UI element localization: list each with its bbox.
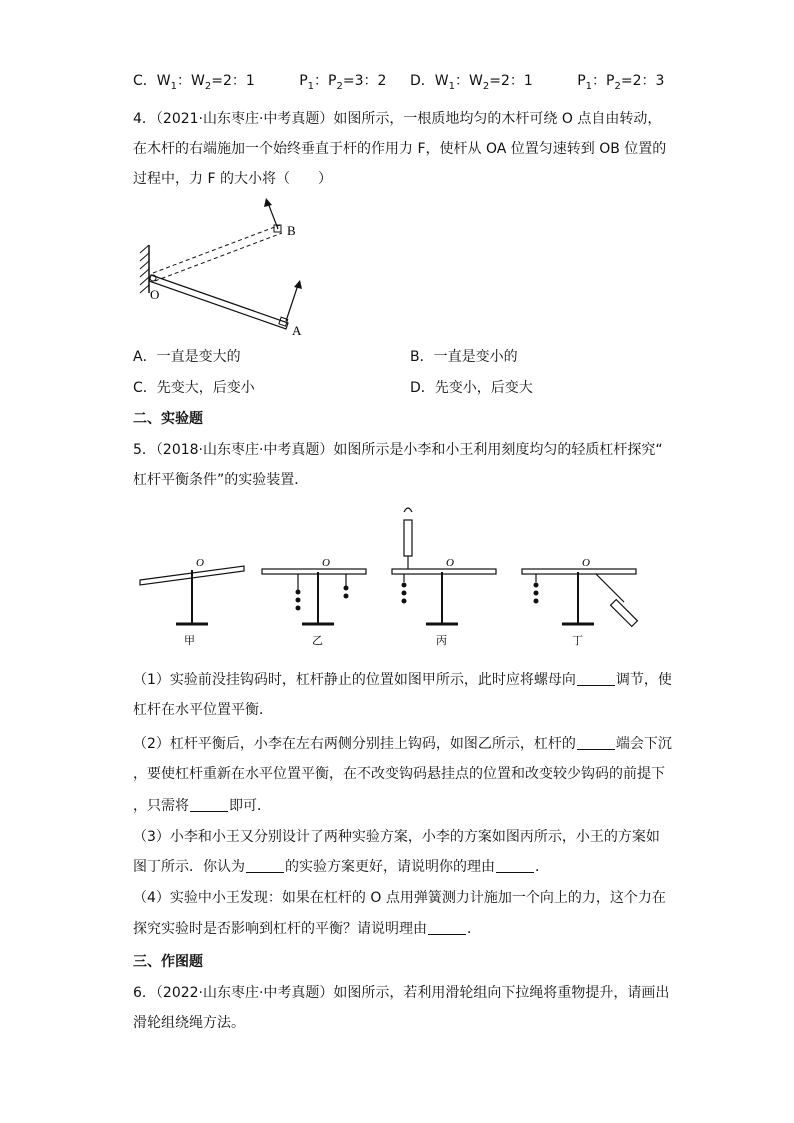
- q4-lever-figure: [120, 195, 320, 345]
- q4-label-o: O: [150, 287, 160, 302]
- q5-caption-bing: 丙: [436, 634, 447, 647]
- q5-part2-line3: ，只需将 即可．: [133, 798, 271, 814]
- q5-part2-line1: （2）杠杆平衡后，小李在左右两侧分别挂上钩码，如图乙所示，杠杆的 端会下沉: [133, 736, 672, 752]
- q5-stem-line2: 杠杆平衡条件”的实验装置．: [133, 472, 309, 488]
- answer-blank[interactable]: [577, 735, 615, 750]
- answer-blank[interactable]: [577, 671, 615, 686]
- q5-lever-apparatus-figure: [132, 502, 662, 652]
- q4-label-b: B: [287, 223, 296, 238]
- q4-stem-line3: 过程中，力 F 的大小将（ ）: [133, 171, 332, 187]
- q5-caption-ding: 丁: [572, 634, 583, 647]
- answer-blank[interactable]: [496, 858, 534, 873]
- answer-blank[interactable]: [428, 920, 466, 935]
- q5-stem-line1: 5．（2018·山东枣庄·中考真题）如图所示是小李和小王利用刻度均匀的轻质杠杆探究“: [133, 442, 663, 458]
- q5-caption-yi: 乙: [312, 634, 323, 647]
- section-experiment-heading: 二、实验题: [133, 411, 203, 427]
- q5-caption-jia: 甲: [184, 634, 195, 647]
- q5-part2-line2: ，要使杠杆重新在水平位置平衡，在不改变钩码悬挂点的位置和改变较少钩码的前提下: [133, 766, 665, 782]
- q5-label-o-yi: O: [322, 557, 330, 569]
- q6-stem-line1: 6．（2022·山东枣庄·中考真题）如图所示，若利用滑轮组向下拉绳将重物提升，请画出: [133, 985, 670, 1001]
- q4-option-c: C．先变大，后变小: [133, 380, 255, 396]
- q4-stem-line2: 在木杆的右端施加一个始终垂直于杆的作用力 F，使杆从 OA 位置匀速转到 OB 位置的: [133, 141, 667, 157]
- q5-part1-line2: 杠杆在水平位置平衡．: [133, 702, 273, 718]
- q4-label-a: A: [292, 323, 302, 338]
- q5-label-o-jia: O: [196, 557, 204, 569]
- q4-option-d: D．先变小，后变大: [410, 380, 533, 396]
- q5-label-o-ding: O: [582, 557, 590, 569]
- q5-part3-line2: 图丁所示．你认为 的实验方案更好，请说明你的理由 ．: [133, 859, 549, 875]
- answer-blank[interactable]: [190, 797, 228, 812]
- section-drawing-heading: 三、作图题: [133, 954, 203, 970]
- q3-option-c: C．$W_1$：$W_2=2$：1 $P_1$：$P_2=3$：2: [133, 73, 387, 92]
- q6-stem-line2: 滑轮组绕绳方法。: [133, 1015, 245, 1031]
- q4-stem-line1: 4．（2021·山东枣庄·中考真题）如图所示，一根质地均匀的木杆可绕 O 点自由转动，: [133, 111, 662, 127]
- q5-part3-line1: （3）小李和小王又分别设计了两种实验方案，小李的方案如图丙所示，小王的方案如: [133, 829, 660, 845]
- q5-label-o-bing: O: [446, 557, 454, 569]
- q5-part4-line1: （4）实验中小王发现：如果在杠杆的 O 点用弹簧测力计施加一个向上的力，这个力在: [133, 890, 666, 906]
- q5-part1-line1: （1）实验前没挂钩码时，杠杆静止的位置如图甲所示，此时应将螺母向 调节，使: [133, 672, 672, 688]
- q5-part4-line2: 探究实验时是否影响到杠杆的平衡？请说明理由 ．: [133, 921, 481, 937]
- q3-option-d: D．$W_1$：$W_2=2$：1 $P_1$：$P_2=2$：3: [410, 73, 665, 92]
- q4-option-a: A．一直是变大的: [133, 349, 241, 365]
- q4-option-b: B．一直是变小的: [410, 349, 518, 365]
- answer-blank[interactable]: [246, 858, 284, 873]
